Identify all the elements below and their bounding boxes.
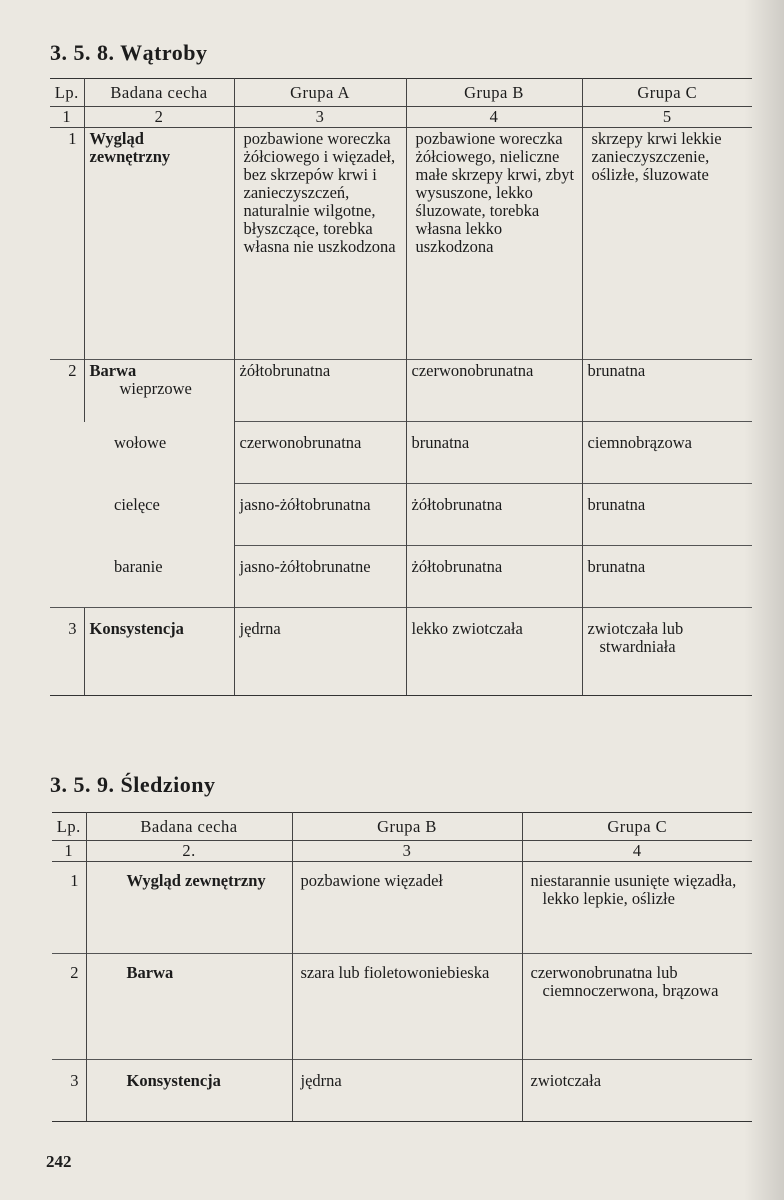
table-watroby — [50, 78, 752, 696]
column-number: 3 — [234, 107, 406, 128]
row-lp: 2 — [52, 954, 86, 1060]
column-number-row — [52, 841, 752, 862]
feature-label-barwa: Barwa — [89, 361, 137, 380]
cell-group-b: żółtobrunatna — [406, 484, 582, 546]
table-row-color — [52, 954, 752, 1060]
sub-feature-veal: cielęce — [114, 494, 160, 514]
table-row-consistency — [52, 1060, 752, 1122]
table-row-color-beef — [50, 422, 752, 484]
row-feature: Wygląd zewnętrzny — [86, 862, 292, 954]
header-feature: Badana cecha — [86, 813, 292, 841]
cell-group-a: jędrna — [234, 608, 406, 696]
header-lp: Lp. — [54, 83, 79, 102]
cell-group-b: lekko zwiotczała — [406, 608, 582, 696]
header-group-b: Grupa B — [292, 813, 522, 841]
table-sledziony — [52, 812, 752, 1122]
header-group-c: Grupa C — [522, 813, 752, 841]
cell-group-b: pozbawione więzadeł — [292, 862, 522, 954]
column-number: 2 — [84, 107, 234, 128]
row-lp: 3 — [50, 608, 84, 696]
table-row-color-pork — [50, 360, 752, 422]
table-header-row — [52, 813, 752, 841]
row-lp: 1 — [68, 129, 77, 148]
cell-group-a: czerwonobrunatna — [234, 422, 406, 484]
column-number: 4 — [406, 107, 582, 128]
column-number-row — [50, 107, 752, 128]
cell-group-b: pozbawione woreczka żółciowego, nieliczne małe skrzepy krwi, zbyt wysuszone, lekko śluzowate, torebka własna lekko uszkodzona — [406, 128, 582, 360]
row-lp: 2 — [50, 360, 84, 608]
sub-feature-pork: wieprzowe — [119, 379, 192, 398]
cell-text: zwiotczała lub stwardniała — [587, 619, 684, 656]
cell-text: szara lub fioletowoniebieska — [300, 963, 490, 982]
row-feature: Konsystencja — [86, 1060, 292, 1122]
cell-group-c — [582, 608, 752, 696]
section-heading-sledziony: 3. 5. 9. Śledziony — [50, 772, 216, 797]
row-feature: Konsystencja — [84, 608, 234, 696]
header-group-a: Grupa A — [234, 79, 406, 107]
cell-group-c: brunatna — [582, 484, 752, 546]
row-lp: 3 — [52, 1060, 86, 1122]
column-number: 3 — [292, 841, 522, 862]
cell-group-c: brunatna — [582, 360, 752, 422]
row-feature: Wygląd zewnętrzny — [84, 128, 234, 360]
table-row-color-veal — [50, 484, 752, 546]
sub-feature-beef: wołowe — [114, 432, 167, 452]
sub-feature-mutton: baranie — [114, 556, 163, 576]
row-feature-color — [84, 360, 234, 422]
column-number: 5 — [582, 107, 752, 128]
cell-group-c — [522, 954, 752, 1060]
table-row-consistency — [50, 608, 752, 696]
row-lp: 1 — [70, 871, 79, 890]
cell-group-a: żółtobrunatna — [234, 360, 406, 422]
page-number: 242 — [46, 1152, 72, 1171]
cell-group-a: jasno-żółtobrunatne — [234, 546, 406, 608]
header-group-b: Grupa B — [406, 79, 582, 107]
table-row-color-mutton — [50, 546, 752, 608]
column-number: 1 — [52, 841, 86, 862]
header-group-c: Grupa C — [582, 79, 752, 107]
section-heading-watroby: 3. 5. 8. Wątroby — [50, 40, 208, 65]
column-number: 4 — [522, 841, 752, 862]
table-header-row — [50, 79, 752, 107]
table-row-appearance — [52, 862, 752, 954]
column-number: 2. — [86, 841, 292, 862]
row-feature: Barwa — [86, 954, 292, 1060]
header-lp: Lp. — [56, 817, 81, 836]
column-number: 1 — [50, 107, 84, 128]
cell-group-b: jędrna — [292, 1060, 522, 1122]
cell-group-c: zwiotczała — [522, 1060, 752, 1122]
cell-group-b: żółtobrunatna — [406, 546, 582, 608]
cell-group-a: jasno-żółtobrunatna — [234, 484, 406, 546]
cell-group-c: ciemnobrązowa — [582, 422, 752, 484]
cell-group-b: czerwonobrunatna — [406, 360, 582, 422]
table-row-appearance — [50, 128, 752, 360]
cell-text: czerwonobrunatna lub ciemnoczerwona, brązowa — [530, 963, 719, 1000]
cell-group-b — [292, 954, 522, 1060]
cell-group-c — [522, 862, 752, 954]
cell-group-b: brunatna — [406, 422, 582, 484]
cell-group-c: skrzepy krwi lekkie zanieczyszczenie, oślizłe, śluzowate — [582, 128, 752, 360]
cell-text: niestarannie usunięte więzadła, lekko lepkie, oślizłe — [530, 871, 737, 908]
cell-group-a: pozbawione woreczka żółciowego i więzadeł, bez skrzepów krwi i zanieczyszczeń, naturalnie wilgotne, błyszczące, torebka własna nie uszkodzona — [234, 128, 406, 360]
header-feature: Badana cecha — [84, 79, 234, 107]
cell-group-c: brunatna — [582, 546, 752, 608]
